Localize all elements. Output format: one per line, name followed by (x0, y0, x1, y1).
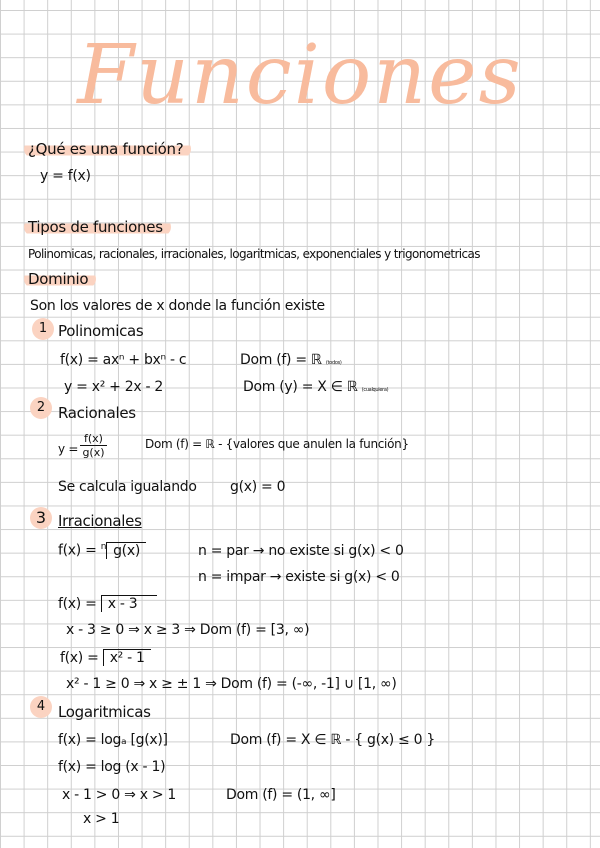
irrational-example-1 (58, 596, 157, 612)
radicand: x - 3 (101, 595, 158, 612)
irrational-example-2 (60, 650, 151, 666)
types-heading: Tipos de funciones (24, 218, 171, 236)
rational-domain: Dom (f) = ℝ - {valores que anulen la función} (145, 437, 409, 451)
root-index: n (100, 542, 107, 552)
question-heading: ¿Qué es una función? (24, 140, 191, 158)
polynomial-example-domain (243, 379, 388, 395)
log-example-result: x > 1 (83, 811, 120, 827)
rational-calc-text: Se calcula igualando (58, 479, 197, 495)
section-title-polinomicas: Polinomicas (58, 322, 144, 340)
lhs: f(x) = (58, 542, 97, 559)
irrational-example-2-solution: x² - 1 ≥ 0 ⇒ x ≥ ± 1 ⇒ Dom (f) = (-∞, -1] ∪ [1, ∞) (66, 676, 397, 692)
rational-fraction (80, 432, 107, 459)
numerator: f(x) (80, 432, 107, 446)
log-example-domain: Dom (f) = (1, ∞] (226, 787, 336, 803)
log-example: f(x) = log (x - 1) (58, 759, 166, 775)
rational-calc-eq: g(x) = 0 (230, 479, 286, 495)
function-notation: y = f(x) (40, 168, 91, 184)
section-title-irracionales: Irracionales (58, 512, 142, 530)
domain-text: Dom (y) = X ∈ ℝ (243, 379, 358, 395)
denominator: g(x) (82, 446, 105, 459)
polynomial-example: y = x² + 2x - 2 (64, 379, 163, 395)
types-list: Polinomicas, racionales, irracionales, logaritmicas, exponenciales y trigonometricas (28, 247, 480, 261)
irrational-example-1-solution: x - 3 ≥ 0 ⇒ x ≥ 3 ⇒ Dom (f) = [3, ∞) (66, 622, 310, 638)
section-title-logaritmicas: Logaritmicas (58, 703, 151, 721)
domain-definition: Son los valores de x donde la función existe (30, 298, 325, 314)
section-number-1: 1 (32, 318, 54, 340)
domain-note: (cualquiera) (361, 387, 389, 393)
polynomial-domain (240, 352, 342, 368)
irrational-formula (58, 542, 146, 559)
lhs: f(x) = (58, 596, 97, 612)
domain-note: (todos) (325, 360, 342, 366)
even-root-rule: n = par → no existe si g(x) < 0 (198, 543, 404, 559)
log-formula: f(x) = logₐ [g(x)] (58, 732, 168, 748)
section-number-2: 2 (30, 397, 52, 419)
odd-root-rule: n = impar → existe si g(x) < 0 (198, 569, 400, 585)
rational-y: y = (58, 442, 79, 456)
polynomial-formula: f(x) = axⁿ + bxⁿ - c (60, 352, 187, 368)
domain-heading: Dominio (24, 270, 96, 288)
section-number-4: 4 (30, 696, 52, 718)
page-title: Funciones (77, 28, 523, 123)
radicand: x² - 1 (103, 649, 151, 666)
log-domain: Dom (f) = X ∈ ℝ - { g(x) ≤ 0 } (230, 732, 435, 748)
radicand: g(x) (106, 542, 146, 559)
domain-text: Dom (f) = ℝ (240, 352, 322, 368)
log-example-solution: x - 1 > 0 ⇒ x > 1 (62, 787, 177, 803)
section-number-3: 3 (30, 507, 52, 529)
lhs: f(x) = (60, 650, 99, 666)
section-title-racionales: Racionales (58, 404, 136, 422)
